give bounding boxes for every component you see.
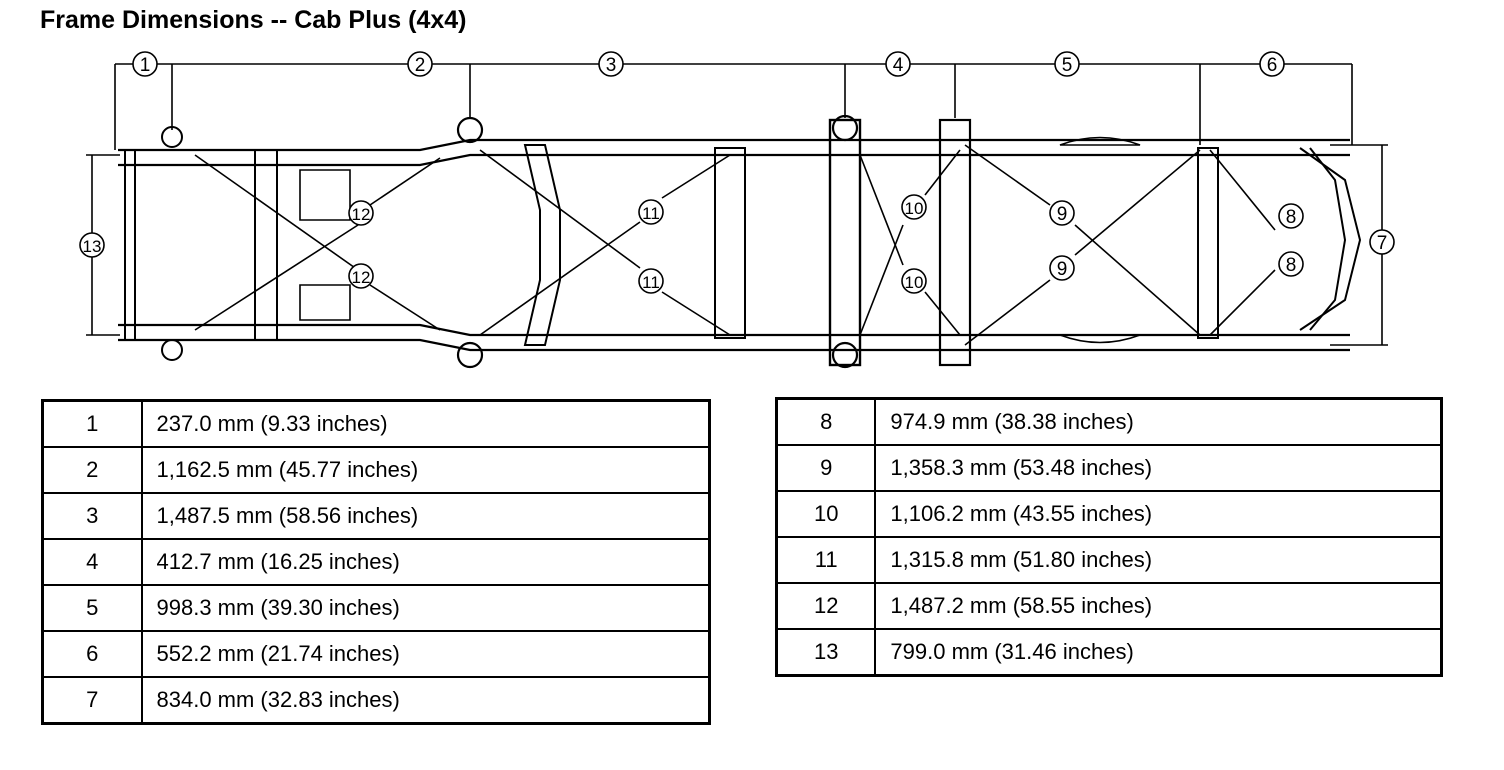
dimension-number: 7 xyxy=(43,677,142,724)
callout-2: 2 xyxy=(414,55,426,76)
dimension-value: 974.9 mm (38.38 inches) xyxy=(875,399,1441,446)
table-row xyxy=(43,401,710,448)
callout-6: 6 xyxy=(1266,55,1278,76)
callout-1: 1 xyxy=(139,55,151,76)
table-row xyxy=(777,399,1442,446)
callout-7: 7 xyxy=(1376,233,1388,254)
dimension-value: 1,487.5 mm (58.56 inches) xyxy=(142,493,710,539)
callout-12b: 12 xyxy=(351,268,371,287)
table-row xyxy=(777,583,1442,629)
dimension-table-right xyxy=(775,397,1443,677)
dimension-number: 2 xyxy=(43,447,142,493)
table-row xyxy=(777,629,1442,676)
dimension-value: 1,106.2 mm (43.55 inches) xyxy=(875,491,1441,537)
table-row xyxy=(777,445,1442,491)
callout-10b: 10 xyxy=(904,273,924,292)
diagram-title: Frame Dimensions -- Cab Plus (4x4) xyxy=(40,6,467,34)
dimension-value: 237.0 mm (9.33 inches) xyxy=(142,401,710,448)
dimension-value: 834.0 mm (32.83 inches) xyxy=(142,677,710,724)
table-row xyxy=(43,677,710,724)
dimension-value: 552.2 mm (21.74 inches) xyxy=(142,631,710,677)
table-row xyxy=(43,447,710,493)
callout-9a: 9 xyxy=(1056,204,1068,225)
callout-8a: 8 xyxy=(1285,207,1297,228)
dimension-number: 8 xyxy=(777,399,876,446)
table-row xyxy=(777,537,1442,583)
dimension-value: 1,315.8 mm (51.80 inches) xyxy=(875,537,1441,583)
dimension-number: 12 xyxy=(777,583,876,629)
dimension-table-left xyxy=(41,399,711,725)
dimension-number: 9 xyxy=(777,445,876,491)
table-row xyxy=(43,493,710,539)
dimension-value: 998.3 mm (39.30 inches) xyxy=(142,585,710,631)
dimension-value: 1,358.3 mm (53.48 inches) xyxy=(875,445,1441,491)
callout-9b: 9 xyxy=(1056,259,1068,280)
dimension-number: 1 xyxy=(43,401,142,448)
callout-10a: 10 xyxy=(904,199,924,218)
table-row xyxy=(777,491,1442,537)
frame-diagram xyxy=(0,40,1504,380)
dimension-number: 6 xyxy=(43,631,142,677)
callout-4: 4 xyxy=(892,55,904,76)
callout-12a: 12 xyxy=(351,205,371,224)
callout-13: 13 xyxy=(82,237,102,256)
callout-11b: 11 xyxy=(642,273,660,292)
callout-8b: 8 xyxy=(1285,255,1297,276)
dimension-value: 1,487.2 mm (58.55 inches) xyxy=(875,583,1441,629)
callout-3: 3 xyxy=(605,55,617,76)
table-row xyxy=(43,539,710,585)
callout-11a: 11 xyxy=(642,204,660,223)
dimension-number: 5 xyxy=(43,585,142,631)
dimension-number: 10 xyxy=(777,491,876,537)
dimension-number: 11 xyxy=(777,537,876,583)
dimension-value: 412.7 mm (16.25 inches) xyxy=(142,539,710,585)
dimension-number: 4 xyxy=(43,539,142,585)
dimension-number: 3 xyxy=(43,493,142,539)
table-row xyxy=(43,631,710,677)
dimension-value: 1,162.5 mm (45.77 inches) xyxy=(142,447,710,493)
table-row xyxy=(43,585,710,631)
dimension-value: 799.0 mm (31.46 inches) xyxy=(875,629,1441,676)
dimension-number: 13 xyxy=(777,629,876,676)
callout-5: 5 xyxy=(1061,55,1073,76)
